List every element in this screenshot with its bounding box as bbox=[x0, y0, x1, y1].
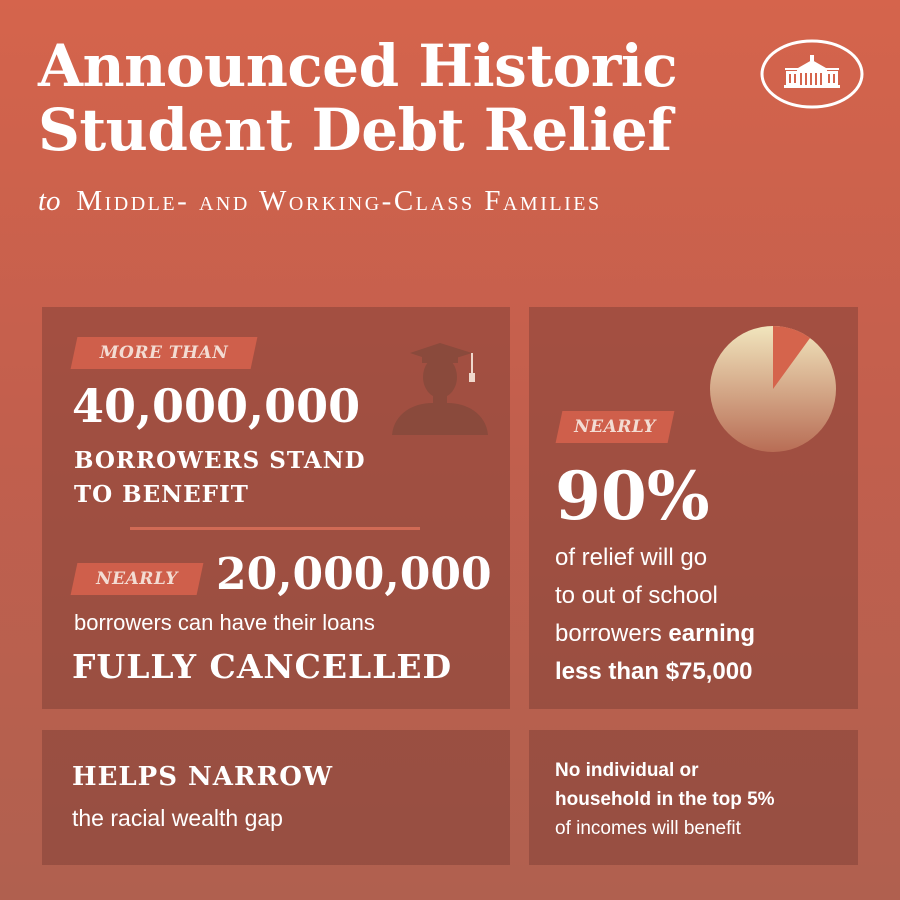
borrowers-count: 40,000,000 bbox=[72, 379, 361, 433]
relief-line-3: borrowers bbox=[555, 620, 669, 647]
subtitle-prefix: to bbox=[38, 185, 61, 217]
more-than-tag bbox=[71, 337, 258, 369]
helps-narrow-heading: HELPS NARROW bbox=[72, 762, 334, 792]
nearly-label-2: NEARLY bbox=[574, 417, 656, 437]
borrowers-label bbox=[74, 444, 366, 512]
page-title bbox=[38, 34, 738, 162]
income-text bbox=[555, 756, 775, 843]
title-line-1: Announced Historic bbox=[38, 32, 678, 100]
cancelled-count: 20,000,000 bbox=[216, 549, 492, 600]
relief-line-2: to out of school bbox=[555, 582, 718, 609]
relief-line-1: of relief will go bbox=[555, 544, 708, 571]
nearly-tag bbox=[71, 563, 204, 595]
wealth-gap-text: the racial wealth gap bbox=[72, 805, 283, 831]
nearly-label: NEARLY bbox=[96, 569, 178, 589]
fully-cancelled-label: FULLY CANCELLED bbox=[72, 647, 453, 686]
title-line-2: Student Debt Relief bbox=[38, 96, 672, 164]
borrowers-label-line-1: BORROWERS STAND bbox=[74, 447, 366, 474]
graduate-icon bbox=[392, 335, 488, 435]
panel-divider bbox=[130, 527, 420, 530]
income-line-2: household in the top 5% bbox=[555, 789, 775, 810]
relief-percent: 90% bbox=[555, 457, 710, 535]
relief-line-4-bold: less than $75,000 bbox=[555, 658, 753, 685]
relief-line-3-bold: earning bbox=[668, 620, 756, 647]
subtitle-main: Middle- and Working-Class Families bbox=[76, 185, 602, 217]
relief-text bbox=[555, 539, 755, 691]
income-panel bbox=[529, 730, 858, 865]
income-line-1: No individual or bbox=[555, 760, 699, 781]
borrowers-panel bbox=[42, 307, 510, 709]
pie-chart-icon bbox=[709, 325, 837, 453]
wealth-gap-panel bbox=[42, 730, 510, 865]
white-house-icon bbox=[760, 38, 864, 110]
borrowers-label-line-2: TO BENEFIT bbox=[74, 481, 249, 508]
cancelled-text: borrowers can have their loans bbox=[74, 610, 375, 635]
nearly-tag-2 bbox=[556, 411, 675, 443]
relief-panel bbox=[529, 307, 858, 709]
page-subtitle bbox=[38, 185, 798, 218]
more-than-label: MORE THAN bbox=[99, 343, 229, 363]
income-line-3: of incomes will benefit bbox=[555, 818, 741, 839]
